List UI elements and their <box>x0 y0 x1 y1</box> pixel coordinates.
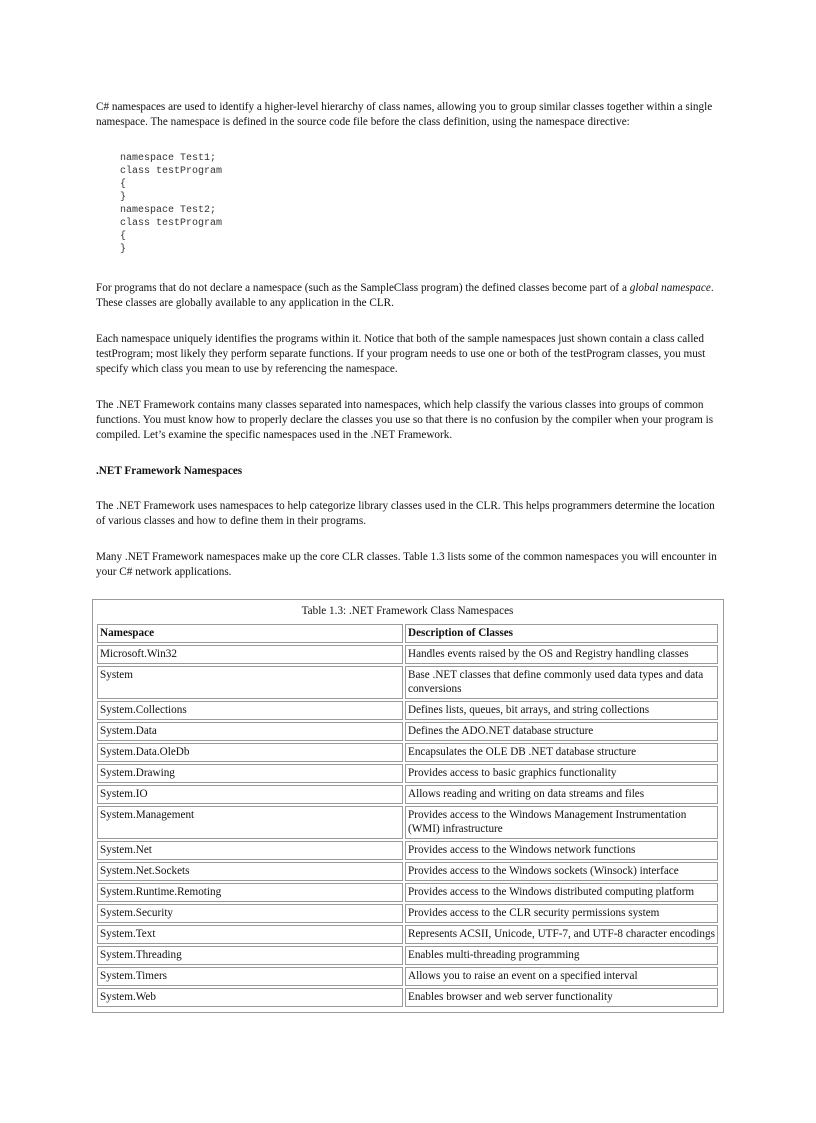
code-line: { <box>120 231 127 242</box>
namespaces-usage-paragraph: The .NET Framework uses namespaces to help categorize library classes used in the CLR. This helps programmers determine the location of various classes and how to define them in their programs. <box>96 500 715 527</box>
table-row <box>97 743 718 762</box>
code-line: namespace Test2; <box>120 205 217 216</box>
global-text-after: . These classes are globally available to any application in the CLR. <box>96 282 714 309</box>
code-line: class testProgram <box>120 218 223 229</box>
header-namespace: Namespace <box>97 624 403 643</box>
description-cell: Defines the ADO.NET database structure <box>405 722 718 741</box>
table-row <box>97 764 718 783</box>
table-row <box>97 645 718 664</box>
table-row <box>97 722 718 741</box>
description-cell: Defines lists, queues, bit arrays, and string collections <box>405 701 718 720</box>
framework-classes-paragraph: The .NET Framework contains many classes separated into namespaces, which help classify the various classes into groups of common functions. You must know how to properly declare the classes you use so that there is no confusion by the compiler when your program is compiled. Let’s examine the specific namespaces used in the .NET Framework. <box>96 399 714 441</box>
description-cell: Provides access to the Windows sockets (Winsock) interface <box>405 862 718 881</box>
namespace-cell: System.Runtime.Remoting <box>97 883 403 902</box>
code-block <box>120 152 724 256</box>
section-heading: .NET Framework Namespaces <box>96 465 243 477</box>
table-row <box>97 785 718 804</box>
table-row <box>97 806 718 839</box>
namespace-cell: System.Net <box>97 841 403 860</box>
header-description: Description of Classes <box>405 624 718 643</box>
description-cell: Represents ACSII, Unicode, UTF-7, and UTF-8 character encodings <box>405 925 718 944</box>
table-row <box>97 967 718 986</box>
intro-paragraph: C# namespaces are used to identify a higher-level hierarchy of class names, allowing you to group similar classes together within a single namespace. The namespace is defined in the source code file before the class definition, using the namespace directive: <box>96 101 713 128</box>
namespace-cell: System.Collections <box>97 701 403 720</box>
namespace-table-container <box>92 599 724 1013</box>
description-cell: Enables browser and web server functionality <box>405 988 718 1007</box>
description-cell: Allows reading and writing on data streams and files <box>405 785 718 804</box>
namespace-cell: System.Net.Sockets <box>97 862 403 881</box>
table-caption: Table 1.3: .NET Framework Class Namespaces <box>301 605 514 617</box>
namespace-cell: System.Security <box>97 904 403 923</box>
description-cell: Enables multi-threading programming <box>405 946 718 965</box>
table-row <box>97 925 718 944</box>
code-line: } <box>120 244 127 255</box>
namespace-cell: System.Web <box>97 988 403 1007</box>
description-cell: Handles events raised by the OS and Registry handling classes <box>405 645 718 664</box>
description-cell: Provides access to the Windows distributed computing platform <box>405 883 718 902</box>
table-row <box>97 883 718 902</box>
code-line: { <box>120 179 127 190</box>
namespace-cell: System.Text <box>97 925 403 944</box>
table-row <box>97 701 718 720</box>
description-cell: Provides access to the Windows Management Instrumentation (WMI) infrastructure <box>405 806 718 839</box>
namespace-cell: System.IO <box>97 785 403 804</box>
description-cell: Provides access to the Windows network functions <box>405 841 718 860</box>
table-row <box>97 904 718 923</box>
global-emphasis: global namespace <box>629 282 711 294</box>
table-row <box>97 862 718 881</box>
table-row <box>97 988 718 1007</box>
namespace-cell: System.Drawing <box>97 764 403 783</box>
namespace-cell: System <box>97 666 403 699</box>
table-row <box>97 946 718 965</box>
namespace-table <box>95 622 720 1009</box>
global-text-before: For programs that do not declare a namespace (such as the SampleClass program) the defined classes become part of a <box>96 282 630 294</box>
table-row <box>97 841 718 860</box>
code-line: class testProgram <box>120 166 223 177</box>
namespace-cell: System.Management <box>97 806 403 839</box>
namespace-cell: System.Data <box>97 722 403 741</box>
document-page <box>96 100 724 1013</box>
description-cell: Encapsulates the OLE DB .NET database structure <box>405 743 718 762</box>
table-body <box>97 645 718 1007</box>
table-header-row <box>97 624 718 643</box>
namespace-cell: Microsoft.Win32 <box>97 645 403 664</box>
code-line: } <box>120 192 127 203</box>
description-cell: Provides access to basic graphics functionality <box>405 764 718 783</box>
code-line: namespace Test1; <box>120 153 217 164</box>
namespace-cell: System.Timers <box>97 967 403 986</box>
description-cell: Allows you to raise an event on a specified interval <box>405 967 718 986</box>
global-namespace-paragraph <box>96 281 724 311</box>
namespace-cell: System.Threading <box>97 946 403 965</box>
description-cell: Provides access to the CLR security permissions system <box>405 904 718 923</box>
table-row <box>97 666 718 699</box>
namespace-cell: System.Data.OleDb <box>97 743 403 762</box>
description-cell: Base .NET classes that define commonly used data types and data conversions <box>405 666 718 699</box>
each-namespace-paragraph: Each namespace uniquely identifies the programs within it. Notice that both of the sample namespaces just shown contain a class called testProgram; most likely they perform separate functions. If your program needs to use one or both of the testProgram classes, you must specify which class you mean to use by referencing the namespace. <box>96 333 706 375</box>
core-classes-paragraph: Many .NET Framework namespaces make up the core CLR classes. Table 1.3 lists some of the common namespaces you will encounter in your C# network applications. <box>96 551 717 578</box>
